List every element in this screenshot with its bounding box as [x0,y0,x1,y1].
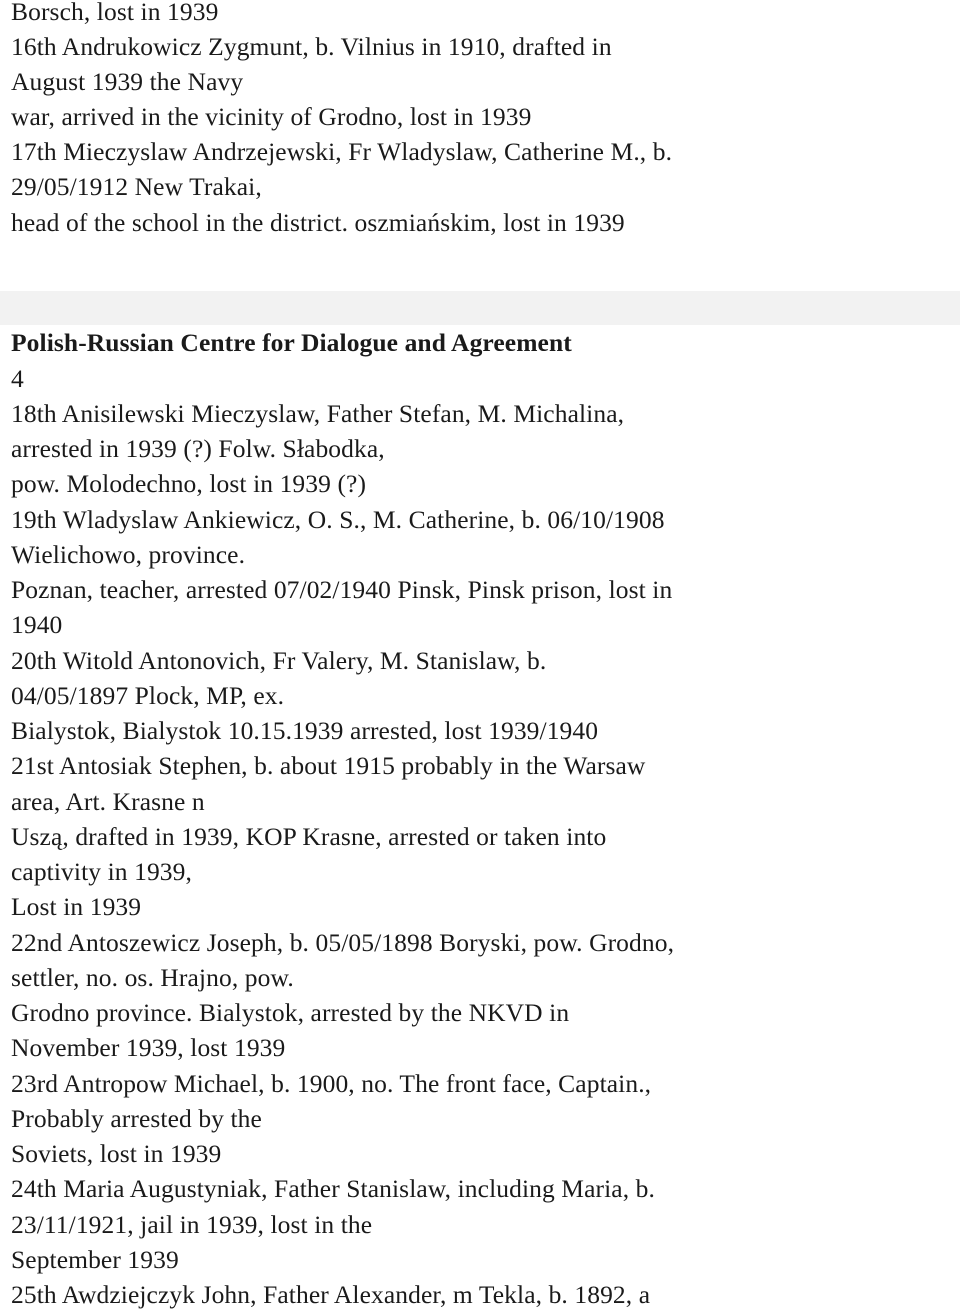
text-line: Wielichowo, province. [11,540,246,569]
text-line: settler, no. os. Hrajno, pow. [11,963,294,992]
text-line: 23rd Antropow Michael, b. 1900, no. The front face, Captain., [11,1069,652,1098]
text-line: war, arrived in the vicinity of Grodno, lost in 1939 [11,102,532,131]
text-line: Uszą, drafted in 1939, KOP Krasne, arrested or taken into [11,822,607,851]
text-line: Borsch, lost in 1939 [11,0,219,26]
text-line: Poznan, teacher, arrested 07/02/1940 Pinsk, Pinsk prison, lost in [11,575,673,604]
text-line: November 1939, lost 1939 [11,1033,286,1062]
text-line: 19th Wladyslaw Ankiewicz, O. S., M. Catherine, b. 06/10/1908 [11,505,665,534]
text-line: head of the school in the district. oszmiańskim, lost in 1939 [11,208,625,237]
text-line: 29/05/1912 New Trakai, [11,172,262,201]
text-line: 1940 [11,610,63,639]
text-line: 22nd Antoszewicz Joseph, b. 05/05/1898 Boryski, pow. Grodno, [11,928,675,957]
text-line: area, Art. Krasne n [11,787,205,816]
text-line: captivity in 1939, [11,857,192,886]
text-line: 21st Antosiak Stephen, b. about 1915 probably in the Warsaw [11,751,646,780]
text-line: 17th Mieczyslaw Andrzejewski, Fr Wladyslaw, Catherine M., b. [11,137,673,166]
text-line: 25th Awdziejczyk John, Father Alexander, m Tekla, b. 1892, a [11,1280,651,1309]
page-break-divider [0,291,960,325]
text-line: 24th Maria Augustyniak, Father Stanislaw, including Maria, b. [11,1174,655,1203]
page-number: 4 [11,364,24,393]
text-line: 16th Andrukowicz Zygmunt, b. Vilnius in 1910, drafted in [11,32,612,61]
text-line: 04/05/1897 Plock, MP, ex. [11,681,285,710]
text-line: Grodno province. Bialystok, arrested by the NKVD in [11,998,570,1027]
text-line: pow. Molodechno, lost in 1939 (?) [11,469,367,498]
text-line: 20th Witold Antonovich, Fr Valery, M. Stanislaw, b. [11,646,547,675]
text-line: Bialystok, Bialystok 10.15.1939 arrested, lost 1939/1940 [11,716,599,745]
text-line: September 1939 [11,1245,179,1274]
text-line: Lost in 1939 [11,892,142,921]
page-header-title: Polish-Russian Centre for Dialogue and Agreement [11,328,572,357]
text-line: 18th Anisilewski Mieczyslaw, Father Stefan, M. Michalina, [11,399,625,428]
text-line: Soviets, lost in 1939 [11,1139,222,1168]
text-line: August 1939 the Navy [11,67,244,96]
text-line: Probably arrested by the [11,1104,262,1133]
text-line: 23/11/1921, jail in 1939, lost in the [11,1210,373,1239]
text-line: arrested in 1939 (?) Folw. Słabodka, [11,434,385,463]
